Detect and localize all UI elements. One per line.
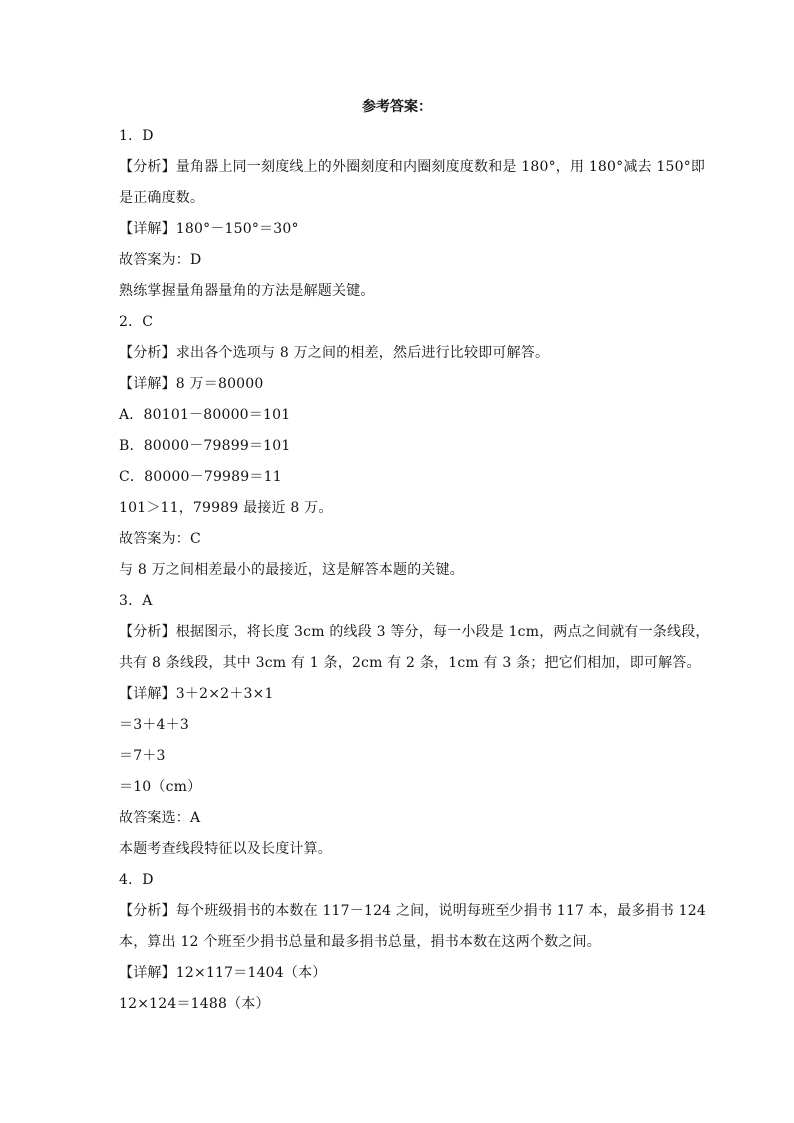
text-line: 【分析】求出各个选项与 8 万之间的相差，然后进行比较即可解答。 <box>119 345 550 361</box>
text-line: 共有 8 条线段，其中 3cm 有 1 条，2cm 有 2 条，1cm 有 3 条；把它们相加，即可解答。 <box>119 655 701 671</box>
text-line: 【分析】根据图示，将长度 3cm 的线段 3 等分，每一小段是 1cm，两点之间就有一条线段， <box>119 624 710 640</box>
text-line: 是正确度数。 <box>119 190 205 206</box>
text-line: 【分析】每个班级捐书的本数在 117－124 之间，说明每班至少捐书 117 本，最多捐书 124 <box>119 903 706 919</box>
text-line: 101＞11，79989 最接近 8 万。 <box>119 500 333 516</box>
text-line: 【详解】12×117＝1404（本） <box>119 965 327 981</box>
text-line: 故答案为：D <box>119 252 202 268</box>
text-line: ＝7＋3 <box>119 748 166 764</box>
text-line: ＝3＋4＋3 <box>119 717 189 733</box>
text-line: 熟练掌握量角器量角的方法是解题关键。 <box>119 283 375 299</box>
text-line: 【详解】180°－150°＝30° <box>119 221 299 237</box>
text-line: 1．D <box>119 128 154 144</box>
text-line: 【分析】量角器上同一刻度线上的外圈刻度和内圈刻度度数和是 180°，用 180°减去 150°即 <box>119 159 706 175</box>
answer-content <box>119 121 710 1020</box>
text-line: 故答案选：A <box>119 810 201 826</box>
text-line: 12×124＝1488（本） <box>119 996 270 1012</box>
text-line: 【详解】3＋2×2＋3×1 <box>119 686 274 702</box>
text-line: 3．A <box>119 593 153 609</box>
answer-key-title: 参考答案： <box>362 99 432 115</box>
text-line: 4．D <box>119 872 154 888</box>
text-line: 【详解】8 万＝80000 <box>119 376 264 392</box>
text-line: 2．C <box>119 314 154 330</box>
text-line: A．80101－80000＝101 <box>119 407 291 423</box>
text-line: 本题考查线段特征以及长度计算。 <box>119 841 332 857</box>
text-line: ＝10（cm） <box>119 779 202 795</box>
text-line: 本，算出 12 个班至少捐书总量和最多捐书总量，捐书本数在这两个数之间。 <box>119 934 601 950</box>
text-line: 与 8 万之间相差最小的最接近，这是解答本题的关键。 <box>119 562 465 578</box>
text-line: 故答案为：C <box>119 531 201 547</box>
text-line: C．80000－79989＝11 <box>119 469 282 485</box>
text-line: B．80000－79899＝101 <box>119 438 291 454</box>
